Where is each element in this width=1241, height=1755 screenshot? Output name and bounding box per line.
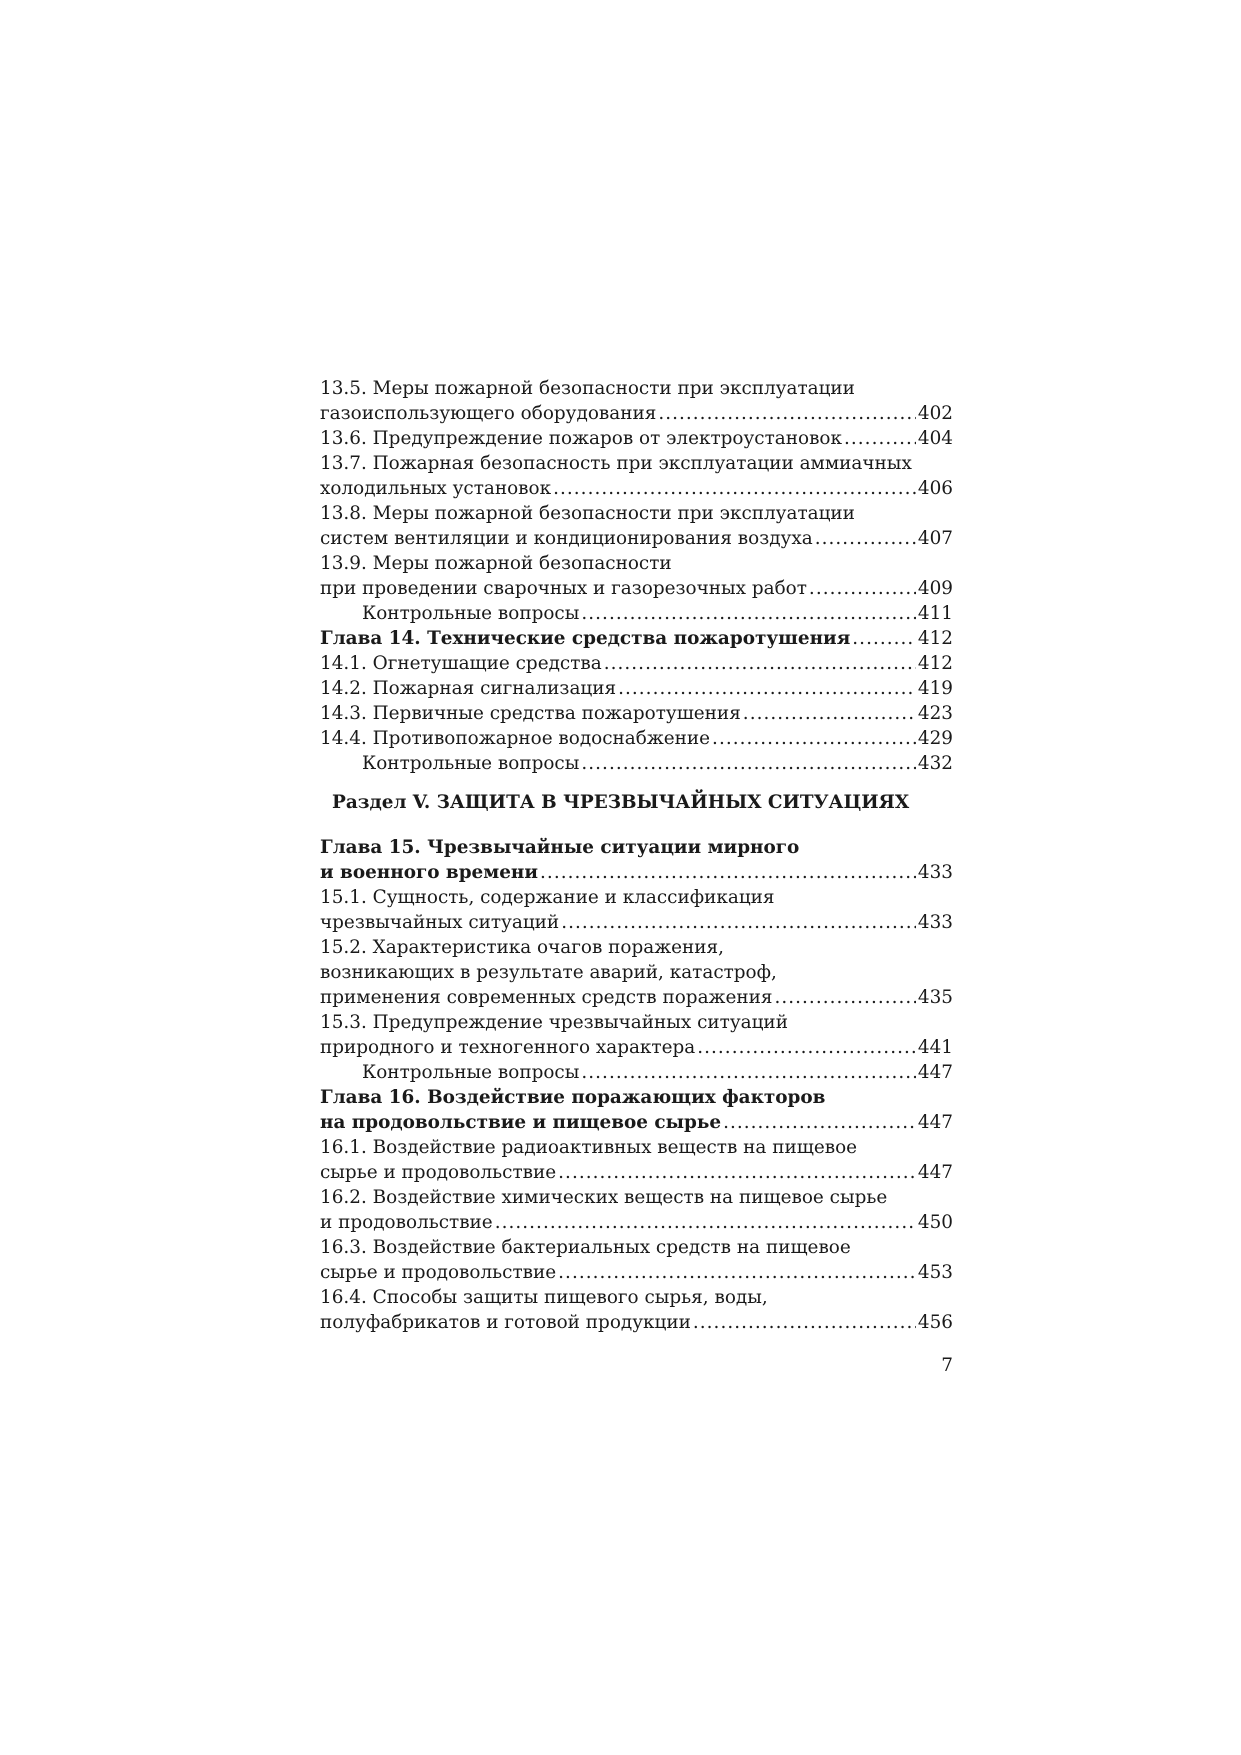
- toc-entry-title-cont: применения современных средств поражения: [320, 987, 773, 1008]
- toc-page-number: 423: [917, 703, 953, 724]
- toc-page-number: 411: [917, 603, 953, 624]
- section-heading[interactable]: Раздел V. ЗАЩИТА В ЧРЕЗВЫЧАЙНЫХ СИТУАЦИЯХ: [332, 792, 910, 813]
- dot-leader: [697, 1035, 916, 1060]
- toc-page-number: 433: [917, 862, 953, 883]
- chapter-title-cont: и военного времени: [320, 862, 539, 883]
- toc-page-number: 453: [917, 1262, 953, 1283]
- toc-entry-14-3[interactable]: [320, 701, 953, 726]
- toc-entry-title: 15.3. Предупреждение чрезвычайных ситуаций: [320, 1012, 788, 1033]
- toc-entry-15-1[interactable]: [320, 885, 953, 935]
- toc-entry-title-cont: возникающих в результате аварий, катастроф,: [320, 962, 777, 983]
- toc-entry-title: Контрольные вопросы: [362, 753, 580, 774]
- toc-entry-title-cont: сырье и продовольствие: [320, 1262, 557, 1283]
- dot-leader: [495, 1210, 916, 1235]
- toc-entry-title: 14.3. Первичные средства пожаротушения: [320, 703, 741, 724]
- dot-leader: [558, 1260, 916, 1285]
- dot-leader: [581, 601, 916, 626]
- toc-page-number: 406: [917, 478, 953, 499]
- toc-page-number: 456: [917, 1312, 953, 1333]
- toc-page-number: 409: [917, 578, 953, 599]
- toc-page-number: 433: [917, 912, 953, 933]
- toc-chapter-15[interactable]: [320, 835, 953, 885]
- toc-entry-questions-13[interactable]: [320, 601, 953, 626]
- toc-page-number: 447: [917, 1112, 953, 1133]
- toc-entry-14-4[interactable]: [320, 726, 953, 751]
- toc-entry-title-cont: сырье и продовольствие: [320, 1162, 557, 1183]
- toc-entry-14-2[interactable]: [320, 676, 953, 701]
- chapter-title: Глава 16. Воздействие поражающих факторов: [320, 1087, 826, 1108]
- toc-entry-13-6[interactable]: [320, 426, 953, 451]
- table-of-contents: [320, 376, 953, 1335]
- toc-entry-title-cont: полуфабрикатов и готовой продукции: [320, 1312, 691, 1333]
- toc-entry-title: Контрольные вопросы: [362, 603, 580, 624]
- dot-leader: [815, 526, 916, 551]
- toc-page-number: 441: [917, 1037, 953, 1058]
- toc-entry-questions-15[interactable]: [320, 1060, 953, 1085]
- toc-chapter-14[interactable]: [320, 626, 953, 651]
- toc-entry-title: 16.1. Воздействие радиоактивных веществ на пищевое: [320, 1137, 858, 1158]
- page-number: 7: [941, 1355, 953, 1376]
- toc-entry-15-3[interactable]: [320, 1010, 953, 1060]
- toc-page-number: 407: [917, 528, 953, 549]
- toc-entry-16-1[interactable]: [320, 1135, 953, 1185]
- toc-chapter-16[interactable]: [320, 1085, 953, 1135]
- toc-entry-title: 13.5. Меры пожарной безопасности при эксплуатации: [320, 378, 855, 399]
- chapter-title: Глава 15. Чрезвычайные ситуации мирного: [320, 837, 800, 858]
- toc-page-number: 429: [917, 728, 953, 749]
- dot-leader: [581, 751, 916, 776]
- dot-leader: [604, 651, 916, 676]
- toc-entry-13-8[interactable]: [320, 501, 953, 551]
- dot-leader: [618, 676, 916, 701]
- toc-entry-title: 14.4. Противопожарное водоснабжение: [320, 728, 711, 749]
- toc-entry-title-cont: газоиспользующего оборудования: [320, 403, 657, 424]
- chapter-title: Глава 14. Технические средства пожаротушения: [320, 628, 851, 649]
- toc-page-number: 402: [917, 403, 953, 424]
- toc-page-number: 412: [917, 628, 953, 649]
- toc-entry-title-cont: при проведении сварочных и газорезочных работ: [320, 578, 807, 599]
- toc-entry-title: 13.7. Пожарная безопасность при эксплуатации аммиачных: [320, 453, 912, 474]
- toc-entry-title-cont: чрезвычайных ситуаций: [320, 912, 560, 933]
- toc-entry-13-9[interactable]: [320, 551, 953, 601]
- toc-entry-title-cont: природного и техногенного характера: [320, 1037, 696, 1058]
- dot-leader: [581, 1060, 916, 1085]
- dot-leader: [774, 985, 915, 1010]
- dot-leader: [693, 1310, 916, 1335]
- toc-entry-questions-14[interactable]: [320, 751, 953, 776]
- toc-entry-title: 16.4. Способы защиты пищевого сырья, воды,: [320, 1287, 768, 1308]
- toc-entry-16-3[interactable]: [320, 1235, 953, 1285]
- toc-entry-title: 15.2. Характеристика очагов поражения,: [320, 937, 724, 958]
- toc-entry-title: 14.1. Огнетушащие средства: [320, 653, 602, 674]
- dot-leader: [743, 701, 916, 726]
- toc-entry-title: Контрольные вопросы: [362, 1062, 580, 1083]
- toc-entry-16-4[interactable]: [320, 1285, 953, 1335]
- toc-entry-16-2[interactable]: [320, 1185, 953, 1235]
- toc-entry-title: 14.2. Пожарная сигнализация: [320, 678, 617, 699]
- dot-leader: [561, 910, 916, 935]
- dot-leader: [712, 726, 916, 751]
- dot-leader: [852, 626, 916, 651]
- toc-page-number: 447: [917, 1162, 953, 1183]
- dot-leader: [658, 401, 916, 426]
- toc-entry-title: 15.1. Сущность, содержание и классификация: [320, 887, 775, 908]
- toc-page-number: 404: [917, 428, 953, 449]
- toc-entry-13-7[interactable]: [320, 451, 953, 501]
- toc-page-number: 412: [917, 653, 953, 674]
- dot-leader: [540, 860, 916, 885]
- toc-entry-title: 13.6. Предупреждение пожаров от электроустановок: [320, 428, 842, 449]
- dot-leader: [553, 476, 916, 501]
- toc-entry-title-cont: и продовольствие: [320, 1212, 493, 1233]
- toc-entry-15-2[interactable]: [320, 935, 953, 1010]
- toc-entry-title: 16.2. Воздействие химических веществ на пищевое сырье: [320, 1187, 888, 1208]
- dot-leader: [558, 1160, 916, 1185]
- chapter-title-cont: на продовольствие и пищевое сырье: [320, 1112, 722, 1133]
- toc-page-number: 419: [917, 678, 953, 699]
- toc-entry-title: 16.3. Воздействие бактериальных средств на пищевое: [320, 1237, 851, 1258]
- toc-page-number: 447: [917, 1062, 953, 1083]
- toc-entry-title-cont: холодильных установок: [320, 478, 552, 499]
- dot-leader: [844, 426, 916, 451]
- toc-page-number: 450: [917, 1212, 953, 1233]
- dot-leader: [723, 1110, 916, 1135]
- toc-page-number: 435: [917, 987, 953, 1008]
- toc-entry-14-1[interactable]: [320, 651, 953, 676]
- toc-page-number: 432: [917, 753, 953, 774]
- toc-entry-title-cont: систем вентиляции и кондиционирования воздуха: [320, 528, 813, 549]
- toc-entry-title: 13.9. Меры пожарной безопасности: [320, 553, 672, 574]
- toc-entry-title: 13.8. Меры пожарной безопасности при эксплуатации: [320, 503, 855, 524]
- toc-entry-13-5[interactable]: [320, 376, 953, 426]
- dot-leader: [809, 576, 916, 601]
